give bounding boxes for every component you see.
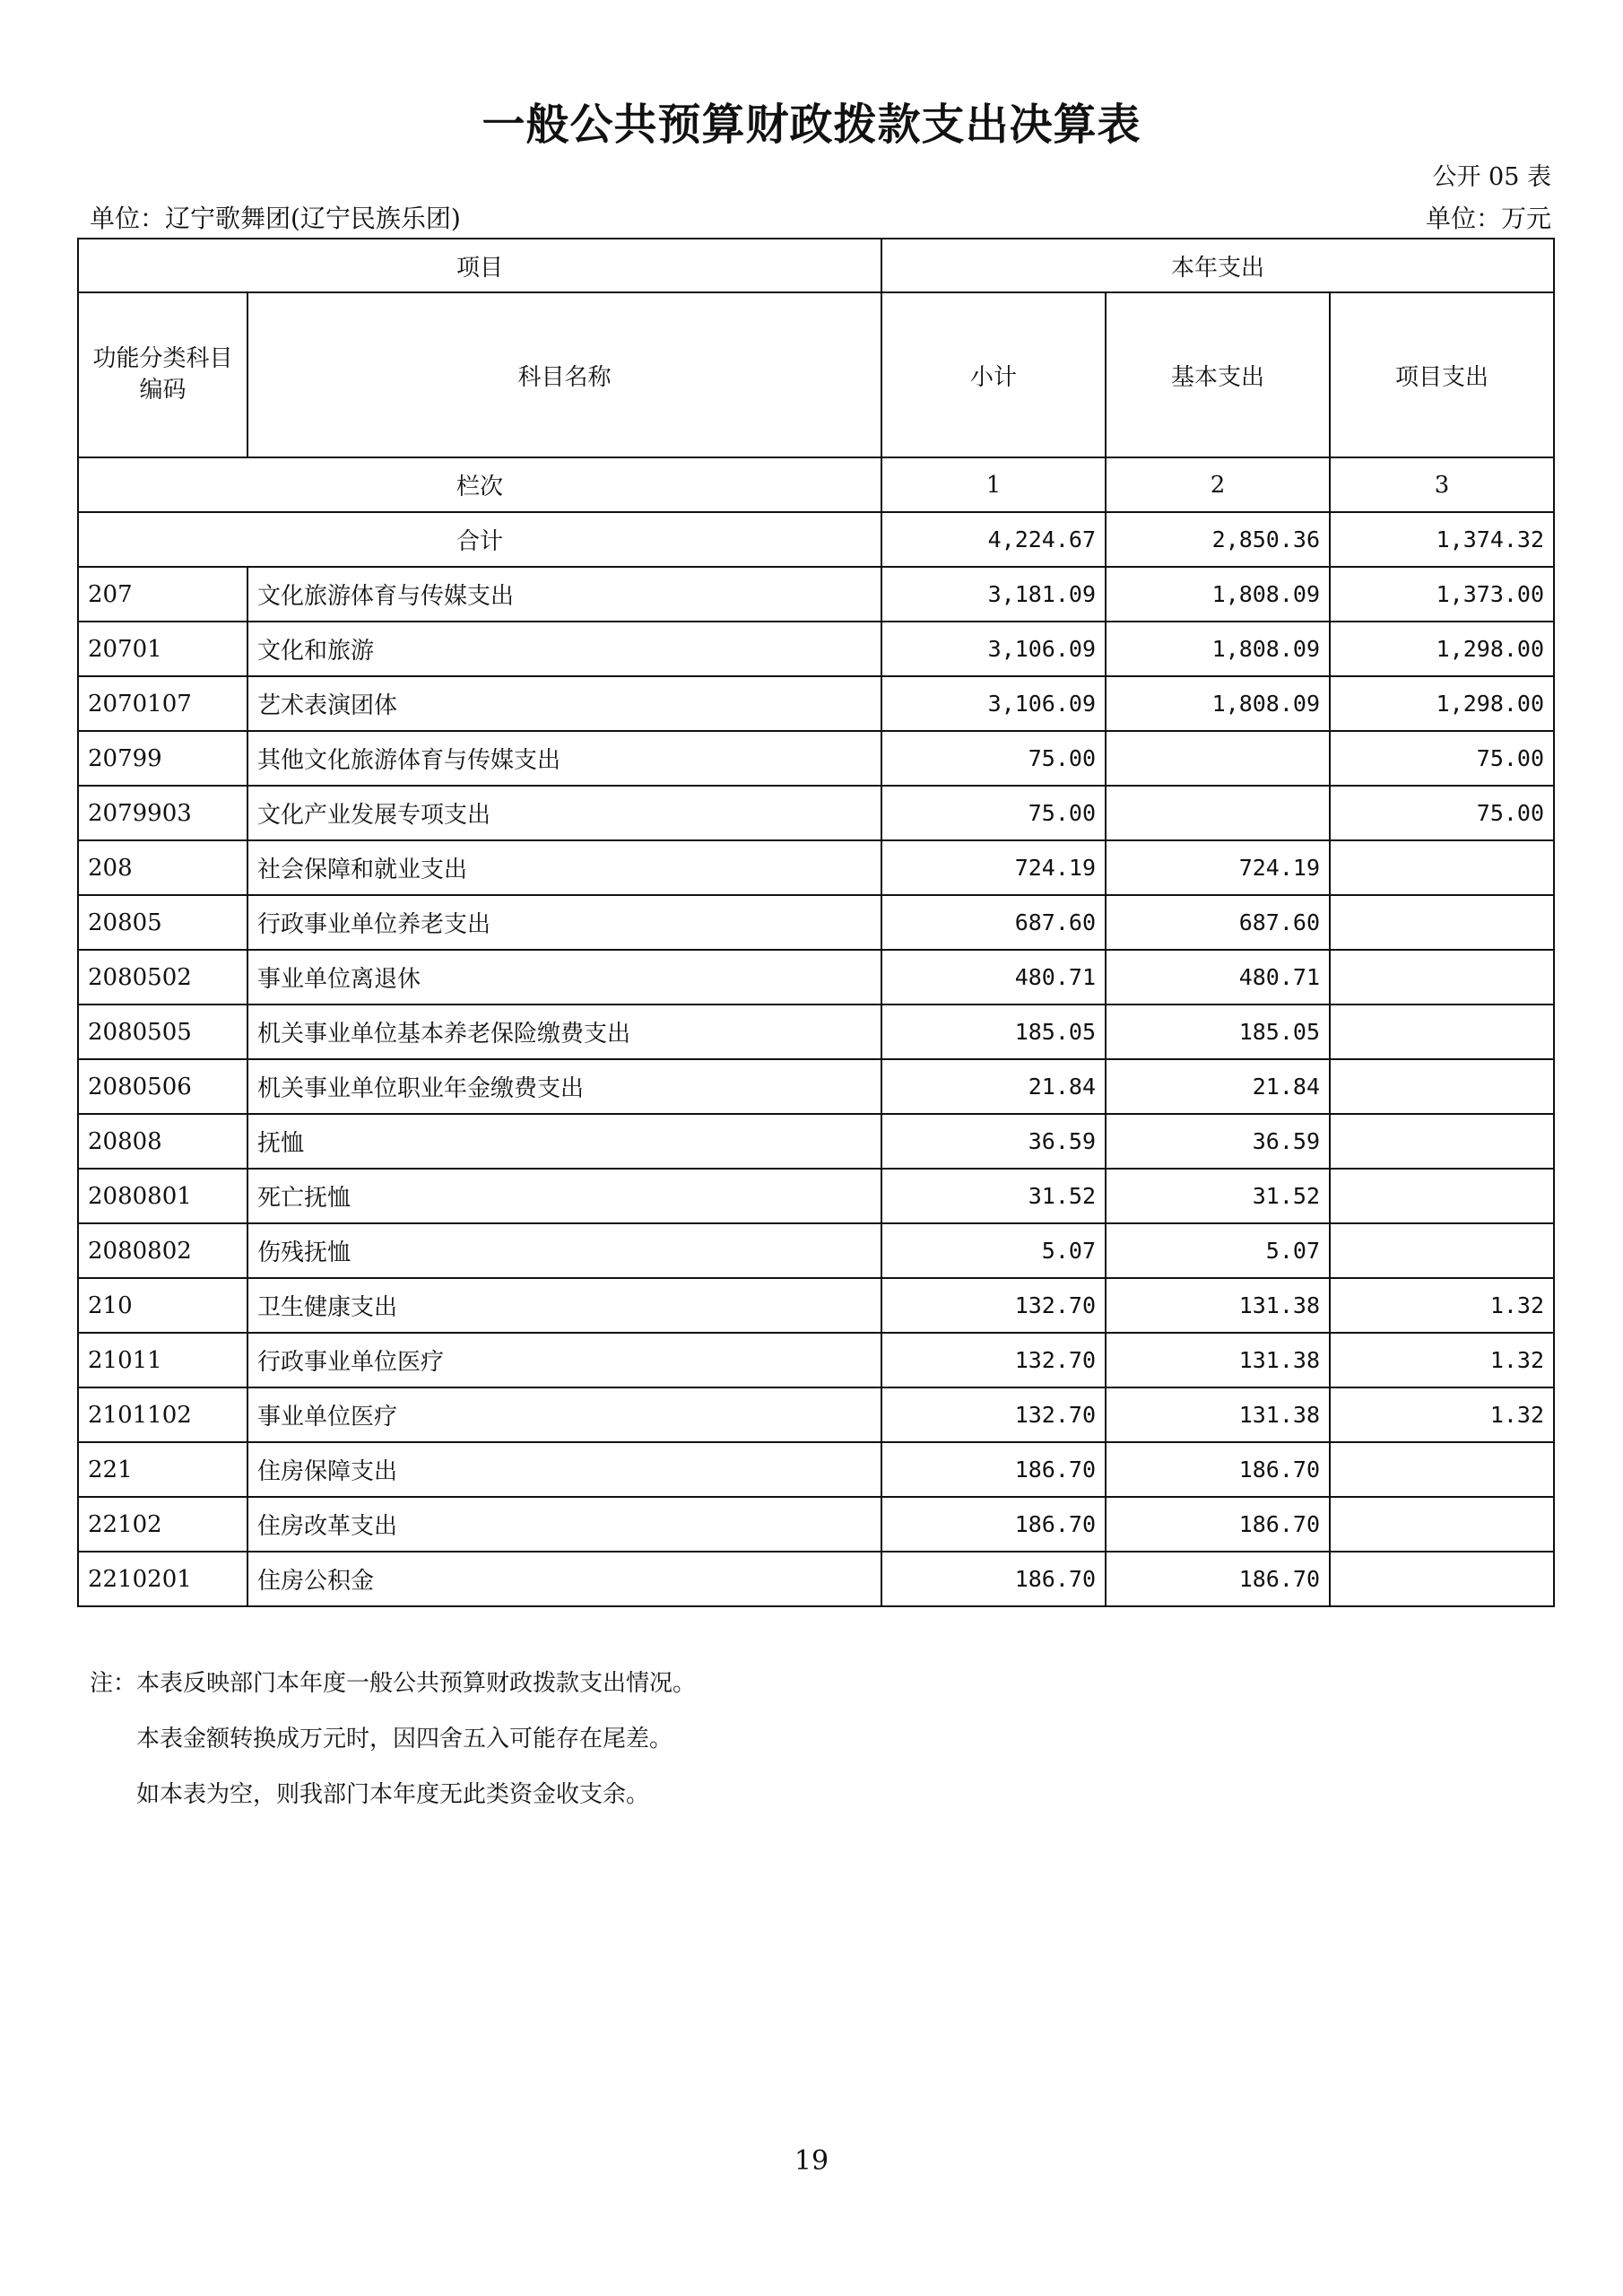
- row-basic: 185.05: [1106, 1004, 1330, 1059]
- table-row: [78, 1387, 1554, 1442]
- row-subtotal: 3,181.09: [881, 567, 1106, 622]
- row-subtotal: 132.70: [881, 1333, 1106, 1387]
- row-project: [1330, 895, 1554, 950]
- row-name: 卫生健康支出: [247, 1278, 881, 1333]
- table-row: [78, 1223, 1554, 1278]
- header-row-2: [78, 292, 1554, 457]
- table-row: [78, 786, 1554, 840]
- row-basic: 687.60: [1106, 895, 1330, 950]
- table-row: [78, 1278, 1554, 1333]
- row-subtotal: 186.70: [881, 1442, 1106, 1497]
- row-subtotal: 31.52: [881, 1169, 1106, 1223]
- row-name: 伤残抚恤: [247, 1223, 881, 1278]
- row-basic: 5.07: [1106, 1223, 1330, 1278]
- table-row: [78, 1333, 1554, 1387]
- row-subtotal: 21.84: [881, 1059, 1106, 1114]
- row-code: 2079903: [78, 786, 247, 840]
- row-basic: 31.52: [1106, 1169, 1330, 1223]
- row-project: [1330, 1223, 1554, 1278]
- row-project: [1330, 950, 1554, 1004]
- row-project: 75.00: [1330, 786, 1554, 840]
- row-basic: 1,808.09: [1106, 676, 1330, 731]
- expenditure-table: [77, 238, 1555, 1607]
- row-code: 2080505: [78, 1004, 247, 1059]
- table-row: [78, 1114, 1554, 1169]
- row-name: 住房保障支出: [247, 1442, 881, 1497]
- row-project: [1330, 1169, 1554, 1223]
- row-project: 75.00: [1330, 731, 1554, 786]
- table-row: [78, 950, 1554, 1004]
- row-basic: 21.84: [1106, 1059, 1330, 1114]
- row-name: 机关事业单位职业年金缴费支出: [247, 1059, 881, 1114]
- row-name: 行政事业单位养老支出: [247, 895, 881, 950]
- header-item: 项目: [78, 239, 881, 292]
- row-subtotal: 75.00: [881, 731, 1106, 786]
- row-name: 艺术表演团体: [247, 676, 881, 731]
- row-subtotal: 132.70: [881, 1387, 1106, 1442]
- table-row: [78, 731, 1554, 786]
- row-basic: [1106, 731, 1330, 786]
- column-number-1: 1: [881, 457, 1106, 512]
- row-name: 行政事业单位医疗: [247, 1333, 881, 1387]
- row-code: 208: [78, 840, 247, 895]
- table-row: [78, 1059, 1554, 1114]
- header-project: 项目支出: [1330, 292, 1554, 457]
- total-basic: 2,850.36: [1106, 512, 1330, 567]
- table-row: [78, 895, 1554, 950]
- table-row: [78, 1552, 1554, 1606]
- row-project: [1330, 1442, 1554, 1497]
- row-code: 2080506: [78, 1059, 247, 1114]
- row-basic: 36.59: [1106, 1114, 1330, 1169]
- row-code: 207: [78, 567, 247, 622]
- header-row-1: [78, 239, 1554, 292]
- row-basic: [1106, 786, 1330, 840]
- row-subtotal: 5.07: [881, 1223, 1106, 1278]
- row-name: 机关事业单位基本养老保险缴费支出: [247, 1004, 881, 1059]
- table-notes: [90, 1656, 696, 1822]
- header-subtotal: 小计: [881, 292, 1106, 457]
- row-basic: 131.38: [1106, 1387, 1330, 1442]
- row-project: 1,373.00: [1330, 567, 1554, 622]
- row-basic: 186.70: [1106, 1497, 1330, 1552]
- table-row: [78, 622, 1554, 676]
- table-row: [78, 1004, 1554, 1059]
- row-basic: 1,808.09: [1106, 622, 1330, 676]
- column-number-row: [78, 457, 1554, 512]
- row-project: 1.32: [1330, 1278, 1554, 1333]
- form-number: 公开 05 表: [1432, 163, 1551, 191]
- row-project: 1.32: [1330, 1333, 1554, 1387]
- header-code: 功能分类科目编码: [78, 292, 247, 457]
- row-subtotal: 36.59: [881, 1114, 1106, 1169]
- row-project: 1.32: [1330, 1387, 1554, 1442]
- row-subtotal: 132.70: [881, 1278, 1106, 1333]
- table-row: [78, 1497, 1554, 1552]
- row-project: [1330, 1497, 1554, 1552]
- row-name: 社会保障和就业支出: [247, 840, 881, 895]
- row-code: 210: [78, 1278, 247, 1333]
- row-name: 文化产业发展专项支出: [247, 786, 881, 840]
- row-project: [1330, 840, 1554, 895]
- page-number: 19: [794, 2145, 829, 2177]
- row-subtotal: 480.71: [881, 950, 1106, 1004]
- row-name: 抚恤: [247, 1114, 881, 1169]
- row-code: 2210201: [78, 1552, 247, 1606]
- row-code: 2080801: [78, 1169, 247, 1223]
- row-name: 住房公积金: [247, 1552, 881, 1606]
- row-name: 死亡抚恤: [247, 1169, 881, 1223]
- header-name: 科目名称: [247, 292, 881, 457]
- row-name: 事业单位医疗: [247, 1387, 881, 1442]
- row-subtotal: 186.70: [881, 1497, 1106, 1552]
- row-code: 20808: [78, 1114, 247, 1169]
- note-line: 注：本表反映部门本年度一般公共预算财政拨款支出情况。: [90, 1670, 697, 1697]
- row-project: 1,298.00: [1330, 676, 1554, 731]
- table-row: [78, 1169, 1554, 1223]
- total-label: 合计: [78, 512, 881, 567]
- note-line: 如本表为空，则我部门本年度无此类资金收支余。: [136, 1781, 650, 1808]
- row-basic: 186.70: [1106, 1442, 1330, 1497]
- row-code: 21011: [78, 1333, 247, 1387]
- row-basic: 131.38: [1106, 1333, 1330, 1387]
- total-subtotal: 4,224.67: [881, 512, 1106, 567]
- row-subtotal: 687.60: [881, 895, 1106, 950]
- row-name: 事业单位离退休: [247, 950, 881, 1004]
- row-code: 221: [78, 1442, 247, 1497]
- page-title: 一般公共预算财政拨款支出决算表: [482, 100, 1141, 150]
- row-project: [1330, 1552, 1554, 1606]
- unit-organization: 单位：辽宁歌舞团(辽宁民族乐团): [90, 204, 461, 233]
- row-basic: 480.71: [1106, 950, 1330, 1004]
- row-name: 其他文化旅游体育与传媒支出: [247, 731, 881, 786]
- row-name: 住房改革支出: [247, 1497, 881, 1552]
- header-current-year: 本年支出: [881, 239, 1554, 292]
- row-code: 20805: [78, 895, 247, 950]
- row-subtotal: 3,106.09: [881, 622, 1106, 676]
- row-code: 2101102: [78, 1387, 247, 1442]
- row-code: 2070107: [78, 676, 247, 731]
- row-basic: 186.70: [1106, 1552, 1330, 1606]
- row-basic: 131.38: [1106, 1278, 1330, 1333]
- row-project: [1330, 1004, 1554, 1059]
- row-code: 20701: [78, 622, 247, 676]
- row-project: 1,298.00: [1330, 622, 1554, 676]
- table-row: [78, 567, 1554, 622]
- row-name: 文化和旅游: [247, 622, 881, 676]
- column-number-label: 栏次: [78, 457, 881, 512]
- row-subtotal: 185.05: [881, 1004, 1106, 1059]
- row-subtotal: 75.00: [881, 786, 1106, 840]
- total-project: 1,374.32: [1330, 512, 1554, 567]
- table-row: [78, 840, 1554, 895]
- row-code: 2080502: [78, 950, 247, 1004]
- row-basic: 1,808.09: [1106, 567, 1330, 622]
- total-row: [78, 512, 1554, 567]
- row-subtotal: 3,106.09: [881, 676, 1106, 731]
- row-project: [1330, 1114, 1554, 1169]
- unit-currency: 单位：万元: [1425, 204, 1551, 233]
- note-line: 本表金额转换成万元时，因四舍五入可能存在尾差。: [136, 1726, 673, 1752]
- row-code: 20799: [78, 731, 247, 786]
- header-basic: 基本支出: [1106, 292, 1330, 457]
- row-name: 文化旅游体育与传媒支出: [247, 567, 881, 622]
- row-code: 2080802: [78, 1223, 247, 1278]
- table-row: [78, 676, 1554, 731]
- row-project: [1330, 1059, 1554, 1114]
- table-row: [78, 1442, 1554, 1497]
- column-number-2: 2: [1106, 457, 1330, 512]
- row-basic: 724.19: [1106, 840, 1330, 895]
- row-subtotal: 186.70: [881, 1552, 1106, 1606]
- column-number-3: 3: [1330, 457, 1554, 512]
- row-code: 22102: [78, 1497, 247, 1552]
- row-subtotal: 724.19: [881, 840, 1106, 895]
